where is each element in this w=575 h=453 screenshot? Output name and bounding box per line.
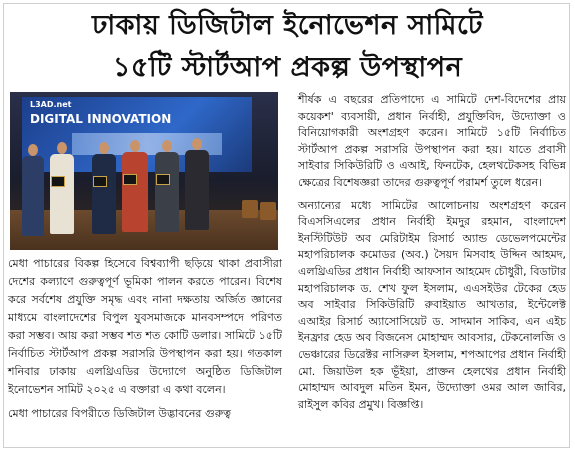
person-body	[92, 154, 116, 234]
person-figure	[50, 142, 74, 236]
person-head	[99, 142, 109, 154]
banner-brand: L3AD.net	[30, 100, 72, 109]
person-body	[155, 152, 179, 232]
award-plaque	[93, 176, 107, 187]
person-body	[22, 156, 44, 236]
chair	[260, 202, 276, 220]
award-plaque	[156, 174, 170, 185]
event-photo	[10, 92, 278, 250]
person-figure	[92, 142, 116, 236]
headline-line-1: ঢাকায় ডিজিটাল ইনোভেশন সামিটে	[92, 10, 483, 41]
article-paragraph: মেধা পাচারের বিকল্প হিসেবে বিশ্বব্যাপী ছড়িয়ে থাকা প্রবাসীরা দেশের কল্যাণে গুরুত্বপূর্ণ ভূমিকা পালন করতে পারেন। বিশেষ করে সর্বশেষ প্রযুক্তি সমৃদ্ধ এবং নানা দক্ষতায় অর্জিত জ্ঞানের মাধ্যমে বাংলাদেশের বিপুল যুবসমাজকে মানবসম্পদে পরিণত করা সম্ভব। আয় করা সম্ভব শত শত কোটি ডলার। সামিটে ১৫টি নির্বাচিত স্টার্টআপ প্রকল্প সরাসরি উপস্থাপন করা হয়। গতকাল শনিবার ঢাকায় এলথ্রিএডির উদ্যোগে অনুষ্ঠিত ডিজিটাল ইনোভেশন সামিট ২০২৫ এ বক্তারা এ কথা বলেন।	[8, 257, 282, 396]
article-left-column	[8, 255, 282, 429]
person-body	[185, 150, 209, 230]
person-head	[192, 138, 202, 150]
award-plaque	[123, 174, 137, 185]
article-paragraph: অন্যান্যের মধ্যে সামিটের আলোচনায় অংশগ্রহণ করেন বিএসসিএলের প্রধান নির্বাহী ইমদুর রহমান, বাংলাদেশ ইনস্টিটিউট অব মেরিটাইম রিসার্চ অ্যান্ড ডেভেলপমেন্টের মহাপরিচালক কমোডর (অব.) সৈয়দ মিসবাহ উদ্দিন আহমদ, এলথ্রিএডির প্রধান নির্বাহী আফসান আহমেদ চৌধুরী, বিডাটার মহাপরিচালক ড. শেখ ফুল ইসলাম, এএসইউর টেকের হেড অব সাইবার সিকিউরিটি রুবাইয়াত আখতার, ইন্টেলেক্ট এআইর রিসার্চ অ্যাসোসিয়েট ড. সাদমান সাকিব, এন এইচ ইনফ্রার হেড অব বিজনেস মোহাম্মদ আবসার, টেকনোলজি ও ভেঞ্চারের ডিরেক্টর নাসিরুল ইসলাম, শপআপের প্রধান নির্বাহী মো. জিয়াউল হক ভূঁইয়া, প্রাক্তন হেলথের প্রধান নির্বাহী মোহাম্মদ আবদুল মতিন ইমন, উদ্যোক্তা ওমর আল জাবির, রাইসুল কবির প্রমুখ। বিজ্ঞপ্তি।	[298, 198, 566, 411]
banner-title: DIGITAL INNOVATION	[30, 112, 172, 126]
person-figure	[155, 140, 179, 236]
person-head	[28, 144, 38, 156]
person-head	[130, 140, 140, 152]
person-figure	[122, 140, 148, 236]
chair	[242, 200, 258, 218]
headline-line-2: ১৫টি স্টার্টআপ প্রকল্প উপস্থাপন	[112, 52, 463, 83]
person-body	[50, 154, 74, 234]
person-head	[162, 140, 172, 152]
person-figure	[22, 144, 44, 236]
article-right-column	[298, 92, 566, 419]
article-paragraph: মেধা পাচারের বিপরীতে ডিজিটাল উদ্ভাবনের গুরুত্ব	[8, 407, 231, 420]
person-head	[57, 142, 67, 154]
award-plaque	[51, 176, 65, 187]
person-figure	[185, 138, 209, 236]
article-paragraph: শীর্ষক এ বছরের প্রতিপাদ্যে এ সামিটে দেশ-বিদেশের প্রায় কয়েকশ' ব্যবসায়ী, প্রধান নির্বাহী, প্রযুক্তিবিদ, উদ্যোক্তা ও বিনিয়োগকারী অংশগ্রহণ করেন। সামিটে ১৫টি নির্বাচিত স্টার্টআপ প্রকল্প সরাসরি উপস্থাপন করা হয়। যাতে প্রবাসী সাইবার সিকিউরিটি ও এআই, ফিনটেক, হেলথটেকসহ বিভিন্ন ক্ষেত্রের বিশেষজ্ঞরা তাদের গুরুত্বপূর্ণ পরামর্শ তুলে ধরেন।	[298, 93, 566, 189]
person-body	[122, 152, 148, 232]
